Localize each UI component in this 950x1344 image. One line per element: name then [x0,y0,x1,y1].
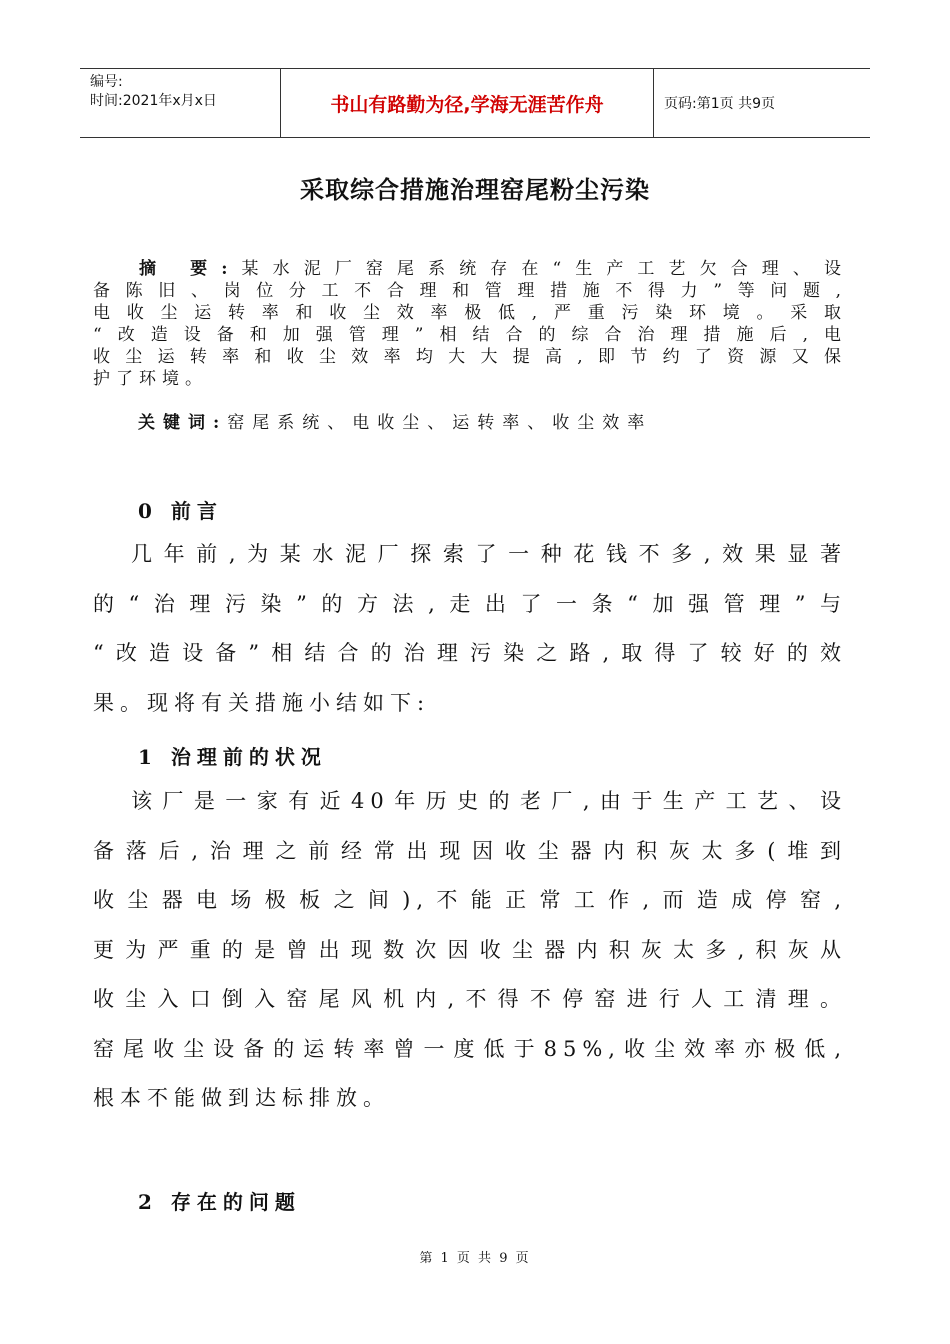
keywords-label: 关键词: [138,413,228,433]
keywords-text: 窑尾系统、电收尘、运转率、收尘效率 [227,413,653,433]
page-header [80,68,870,138]
section-heading: 0 前言 [138,499,223,523]
header-meta [80,69,281,137]
paragraph-line: 窑尾收尘设备的运转率曾一度低于85%,收尘效率亦极低, [93,1036,847,1061]
abstract-line: 收尘运转率和收尘效率均大大提高,即节约了资源又保 [93,347,847,367]
section-paragraph [93,530,847,728]
document-number-label: 编号: [90,74,123,90]
abstract-line: 备陈旧、岗位分工不合理和管理措施不得力”等问题, [93,281,847,301]
paragraph-line: 收尘器电场极板之间),不能正常工作,而造成停窑, [93,888,847,912]
abstract-block [93,258,847,390]
section-heading: 2 存在的问题 [138,1190,301,1214]
paragraph-line: 收尘入口倒入窑尾风机内,不得不停窑进行人工清理。 [93,987,847,1011]
document-title: 采取综合措施治理窑尾粉尘污染 [300,176,650,204]
abstract-label: 摘 要: [139,259,234,279]
page-footer: 第 1 页 共 9 页 [419,1251,531,1266]
section-heading: 1 治理前的状况 [138,745,327,769]
paragraph-line: 的“治理污染”的方法,走出了一条“加强管理”与 [93,591,847,616]
abstract-line: “改造设备和加强管理”相结合的综合治理措施后,电 [93,325,847,345]
section-paragraph [93,777,847,1124]
abstract-text: 某水泥厂窑尾系统存在“生产工艺欠合理、设 [233,259,847,279]
header-motto: 书山有路勤为径,学海无涯苦作舟 [281,69,654,137]
keywords-line [138,408,652,433]
paragraph-line: 根本不能做到达标排放。 [93,1086,390,1110]
paragraph-line: 几年前,为某水泥厂探索了一种花钱不多,效果显著 [131,542,847,566]
paragraph-line: 该厂是一家有近40年历史的老厂,由于生产工艺、设 [131,789,847,813]
paragraph-line: “改造设备”相结合的治理污染之路,取得了较好的效 [93,641,847,665]
document-date: 时间:2021年x月x日 [90,93,217,109]
abstract-line: 电收尘运转率和收尘效率极低,严重污染环境。采取 [93,303,847,323]
paragraph-line: 备落后,治理之前经常出现因收尘器内积灰太多(堆到 [93,838,847,863]
paragraph-line: 更为严重的是曾出现数次因收尘器内积灰太多,积灰从 [93,937,847,962]
paragraph-line: 果。现将有关措施小结如下: [93,690,431,715]
header-page-info: 页码:第1页 共9页 [664,96,775,112]
abstract-line [93,258,847,280]
abstract-line: 护了环境。 [93,369,208,389]
